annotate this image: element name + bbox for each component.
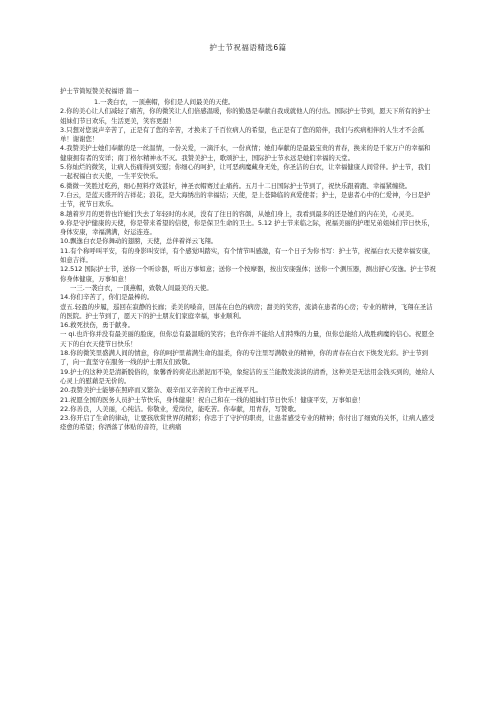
paragraph: 22.你善良，人美丽，心纯洁。你敬业，爱岗位，能吃苦。你奉献，用青春，写赞歌。 (60, 404, 301, 413)
paragraph: 2.你的美心让人们减轻了痛苦，你的微笑让人们倍感温暖，你的勤恳是奉献自我成就他人的付出。国际护士节到，愿天下所有的护士姐妹们节日欢乐，生活更美，笑容更甜！ (60, 107, 431, 125)
paragraph: 20.我赞美护士能够在照碎而又繁杂、艰辛而又辛苦的工作中正视平凡。 (60, 386, 262, 395)
paragraph: 一 qi.也许你并没有最美丽的脸庞，但你总有最温暖的笑容；也许你并不能给人们特殊的力量，但你总能给人战胜病魔的信心。祝愿全天下的白衣天使节日快乐！ (60, 330, 435, 348)
paragraph: 16.救死扶伤，勇于献身。 (60, 321, 135, 330)
paragraph: 5.你灿烂的微笑，让病人伤痛得到安慰；你细心的呵护，让可恶病魔藏身无处，你圣洁的白衣，让幸福健康人间常伴。护士节，我们一起祝福白衣天使，一生平安快乐。 (60, 163, 431, 181)
paragraph: 12.512 国际护士节，送你一个听诊器，听出万事如意；送你一个按摩器，按出安康强体；送你一个测压器，测出舒心安逸。护士节祝你身体健康，万事如意！ (60, 265, 436, 283)
paragraph: 7.白云，是蓝天盛开的吉祥花；浪花，是大海绣出的幸福结；天使，是上苍降临的真爱使者；护士，是患者心中的仁爱神，今日是护士节，祝节日欢乐。 (60, 190, 431, 209)
paragraph: 8.趟着岁月的更替也许她们失去了年轻时的水灵，没有了往日的容颜，从她们身上，我看到最多的还是她们的内在美，心灵美。 (60, 209, 418, 218)
section-heading: 护士节简短赞美祝福语 篇一 (60, 87, 139, 95)
paragraph: 18.你的微笑里盛满人间的情意，你的呵护里蓄满生命的温柔，你的专注里写满敬业的精神，你的青春在白衣下焕发光彩。护士节到了，向一直坚守在服务一线的护士朋友们致敬。 (60, 349, 429, 367)
paragraph: 3.只想对您说声辛苦了，正是有了您的辛苦，才换来了千百位病人的希望，也正是有了您的陪伴，我们与疾病相伴的人生才不会孤单！谢谢您！ (60, 125, 424, 144)
document-body (60, 98, 436, 433)
paragraph: 4.我赞美护士她们奉献的是一丝温情，一份关爱，一滴汗水，一份真情；她们奉献的是最最宝贵的青春，换来的是千家万户的幸福和健康拥有者的安详；南丁格尔精神永不灭。我赞美护士，歌颂护士，国际护士节永远是她们幸福的天堂。 (60, 144, 431, 162)
paragraph: 21.祝愿全国的医务人员护士节快乐，身体健康！祝自己和在一线的姐妹们节日快乐！健康平安，万事如意！ (60, 395, 365, 404)
paragraph: 一三.一袭白衣，一顶燕帽，致敬人间最美的天使。 (70, 283, 213, 292)
paragraph: 壹五.轻盈的步履，巡回在寂静的长廊；柔美的嗓音，回荡在白色的病房；甜美的笑容，流淌在患者的心房；专业的精神，飞翔在圣洁的医院。护士节到了，愿天下的护士朋友们家庭幸福，事业顺利。 (60, 302, 433, 320)
document-title: 护士节祝福语精选6篇 (209, 43, 287, 52)
paragraph: 6.微微一笑胜过吃药，细心照料疗效甚好，神圣衣帽赛过止痛药。五月十二日国际护士节到了，祝快乐跟着跑、幸福紧缠绕。 (60, 181, 412, 190)
paragraph: 14.你们辛苦了，你们是最棒的。 (60, 293, 154, 302)
paragraph: 23.你开启了生命的律动，让要孩欣赏世界的精彩；你忠于了守护的职责，让患者感受专业的精神；你付出了细致的关怀，让病人感受痊愈的希望；你洒落了体贴的音符，让病痛 (60, 414, 435, 432)
paragraph: 10.飘逸白衣是你舞动的翅膀，天使，总伴着祥云飞翔。 (60, 237, 218, 246)
paragraph: 9.你是守护健康的天使，你是带来希望的信使，你是保卫生命的卫士。5.12 护士节来临之际，祝福美丽的护理兄弟姐妹们节日快乐，身体安康，幸福满满，好运连连。 (60, 218, 434, 237)
paragraph: 1.一袭白衣，一顶燕帽，你们是人间最美的天使。 (94, 98, 235, 106)
paragraph: 11.有个称呼叫平安，有的身影叫安详，有个感觉叫踏实，有个情节叫感激，有一个日子为你书写：护士节，祝福白衣天使幸福安康，如意吉祥。 (60, 246, 435, 265)
paragraph: 19.护士的这种美是清新脱俗的，象馨香的荷花出淤泥而不染，象绽洁的玉兰能散发淡淡的清香，这种美是无法用金钱买到的，她给人心灵上的慰藉是无价的。 (60, 367, 435, 385)
